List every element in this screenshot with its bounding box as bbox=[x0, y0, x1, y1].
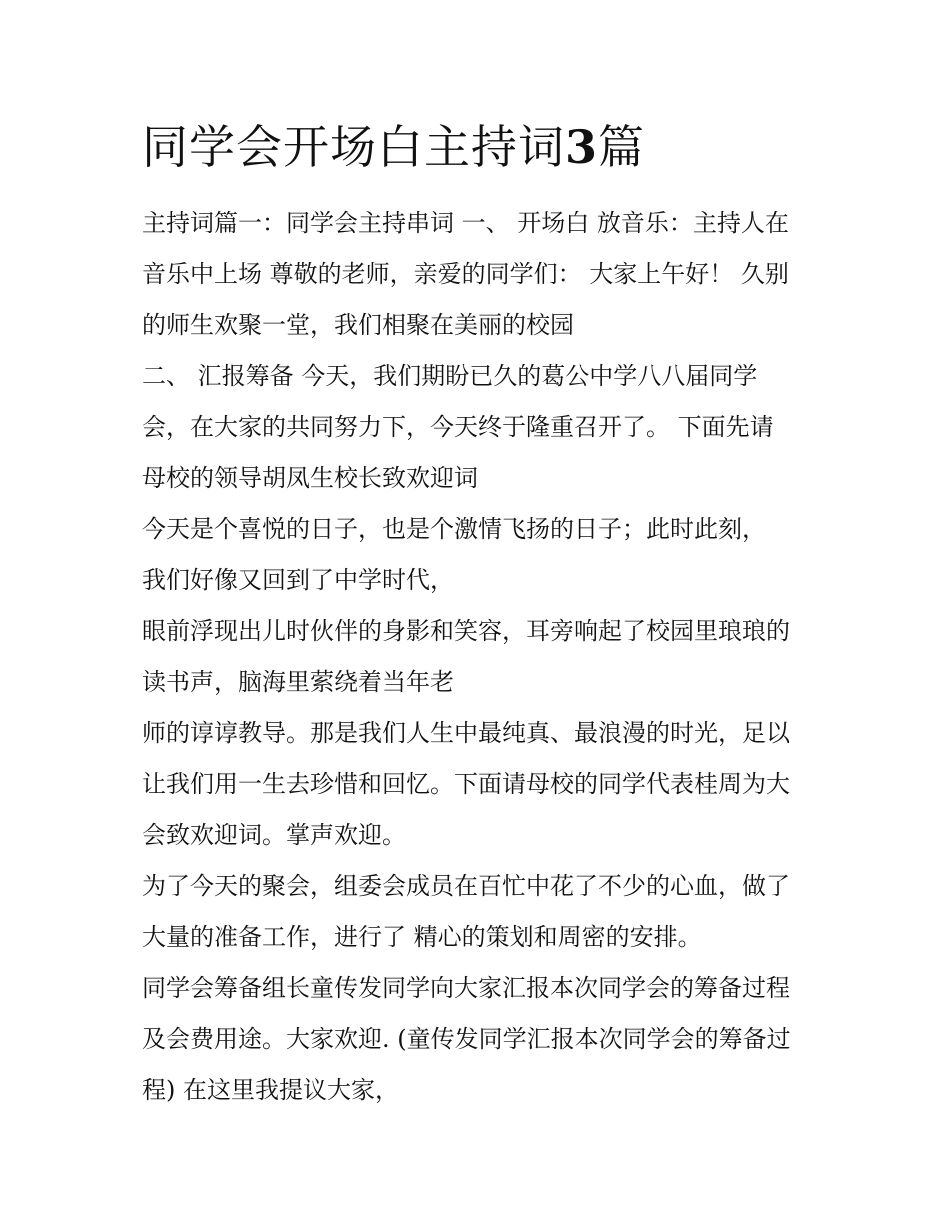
title-suffix-text: 篇 bbox=[598, 120, 646, 174]
body-line: 音乐中上场 尊敬的老师，亲爱的同学们： 大家上午好！ 久别 bbox=[142, 260, 789, 288]
body-line: 会，在大家的共同努力下，今天终于隆重召开了。 下面先请 bbox=[142, 413, 774, 441]
body-line: 二、 汇报筹备 今天，我们期盼已久的葛公中学八八届同学 bbox=[142, 362, 758, 390]
body-line: 让我们用一生去珍惜和回忆。下面请母校的同学代表桂周为大 bbox=[142, 770, 790, 798]
body-line: 母校的领导胡凤生校长致欢迎词 bbox=[142, 464, 478, 492]
body-line: 的师生欢聚一堂，我们相聚在美丽的校园 bbox=[142, 311, 574, 339]
body-line: 眼前浮现出儿时伙伴的身影和笑容，耳旁响起了校园里琅琅的 bbox=[142, 617, 790, 645]
body-line: 同学会筹备组长童传发同学向大家汇报本次同学会的筹备过程 bbox=[142, 974, 790, 1002]
body-line: 程) 在这里我提议大家， bbox=[142, 1076, 399, 1104]
body-line: 及会费用途。大家欢迎. (童传发同学汇报本次同学会的筹备过 bbox=[142, 1025, 791, 1053]
body-line: 为了今天的聚会，组委会成员在百忙中花了不少的心血，做了 bbox=[142, 872, 790, 900]
body-line: 主持词篇一：同学会主持串词 一、 开场白 放音乐：主持人在 bbox=[142, 209, 789, 237]
document-title bbox=[142, 112, 645, 182]
body-line: 今天是个喜悦的日子，也是个激情飞扬的日子；此时此刻， bbox=[142, 515, 766, 543]
document-body bbox=[142, 198, 822, 1116]
title-main-text: 同学会开场白主持词 bbox=[142, 120, 565, 174]
body-line: 我们好像又回到了中学时代， bbox=[142, 566, 454, 594]
body-line: 师的谆谆教导。那是我们人生中最纯真、最浪漫的时光，足以 bbox=[142, 719, 790, 747]
body-line: 大量的准备工作，进行了 精心的策划和周密的安排。 bbox=[142, 923, 702, 951]
body-line: 读书声，脑海里萦绕着当年老 bbox=[142, 668, 454, 696]
title-number: 3 bbox=[565, 120, 599, 174]
body-line: 会致欢迎词。掌声欢迎。 bbox=[142, 821, 406, 849]
